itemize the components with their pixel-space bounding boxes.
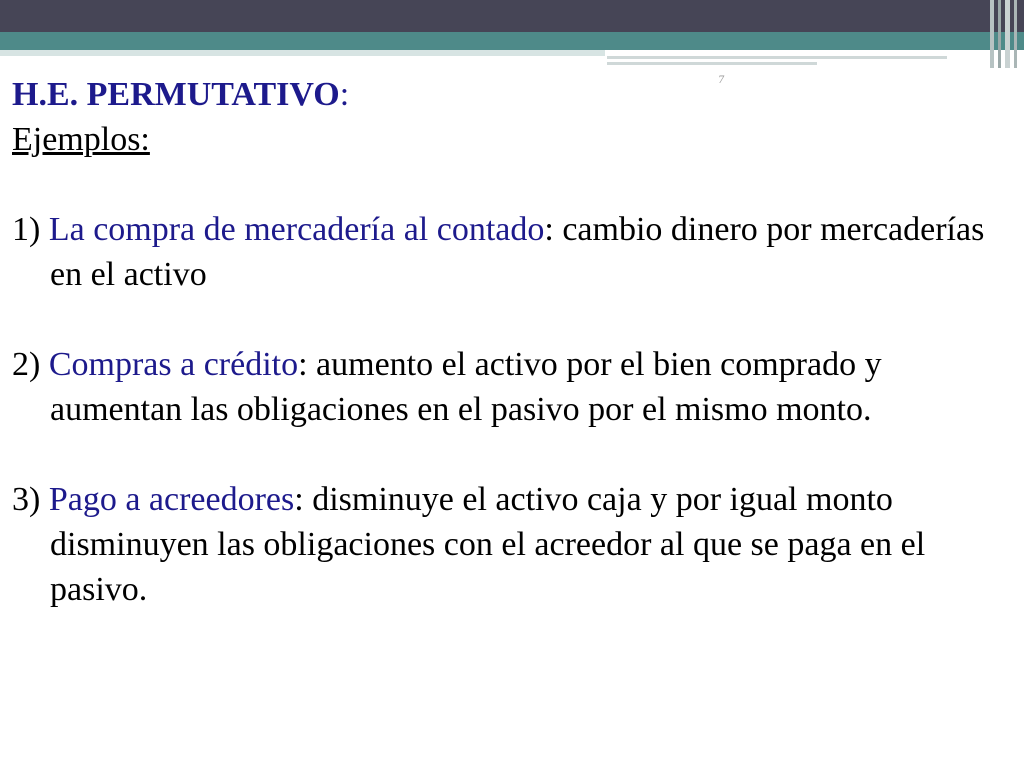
- slide-number: 7: [718, 75, 725, 86]
- heading-colon: :: [339, 76, 350, 113]
- item-marker: 3): [12, 481, 49, 518]
- decor-vbar-1: [990, 0, 994, 68]
- item-text: : cambio dinero por mercaderías en el activo: [50, 211, 985, 293]
- item-lead: La compra de mercadería al contado: [48, 211, 545, 248]
- list-item: [12, 207, 1002, 297]
- decor-line-1: [607, 56, 947, 59]
- spacer: [12, 297, 1002, 342]
- item-lead: Compras a crédito: [48, 346, 299, 383]
- header-teal-band: [0, 32, 1024, 50]
- header-dark-bar: [0, 0, 1024, 32]
- spacer: [12, 432, 1002, 477]
- decor-line-2: [607, 62, 817, 65]
- item-text: : aumento el activo por el bien comprado y aumentan las obligaciones en el pasivo por el mismo monto.: [50, 346, 882, 428]
- item-text: : disminuye el activo caja y por igual monto disminuyen las obligaciones con el acreedor al que se paga en el pasivo.: [50, 481, 926, 608]
- list-item: [12, 342, 1002, 432]
- item-marker: 2): [12, 346, 49, 383]
- slide-heading: [12, 72, 1002, 117]
- list-item: [12, 477, 1002, 612]
- header-light-strip: [0, 50, 605, 56]
- heading-text: H.E. PERMUTATIVO: [12, 76, 340, 113]
- spacer: [12, 162, 1002, 207]
- slide-content: [12, 72, 1002, 612]
- subheading: Ejemplos:: [12, 121, 150, 158]
- item-marker: 1): [12, 211, 49, 248]
- decor-vbar-4: [1014, 0, 1017, 68]
- decor-vbar-2: [998, 0, 1001, 68]
- item-lead: Pago a acreedores: [48, 481, 295, 518]
- decor-vbar-3: [1005, 0, 1010, 68]
